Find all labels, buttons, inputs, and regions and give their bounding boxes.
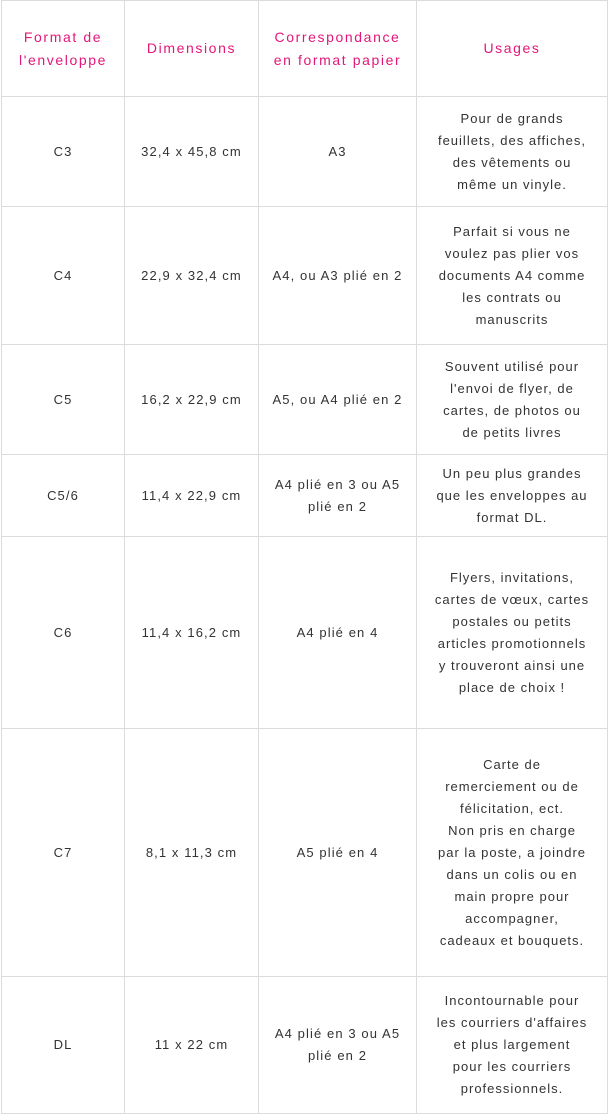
- cell-format: DL: [2, 977, 125, 1114]
- table-body: [2, 97, 608, 1114]
- cell-usage: Souvent utilisé pour l'envoi de flyer, de cartes, de photos ou de petits livres: [417, 345, 608, 455]
- cell-paper: A5 plié en 4: [259, 729, 417, 977]
- table-row: [2, 345, 608, 455]
- cell-usage: Incontournable pour les courriers d'affaires et plus largement pour les courriers professionnels.: [417, 977, 608, 1114]
- cell-dimensions: 8,1 x 11,3 cm: [125, 729, 259, 977]
- table-row: [2, 97, 608, 207]
- cell-paper: A3: [259, 97, 417, 207]
- envelope-formats-table: [1, 0, 608, 1114]
- cell-usage: Flyers, invitations, cartes de vœux, cartes postales ou petits articles promotionnels y trouveront ainsi une place de choix !: [417, 537, 608, 729]
- cell-format: C6: [2, 537, 125, 729]
- cell-dimensions: 22,9 x 32,4 cm: [125, 207, 259, 345]
- header-paper-format: Correspondance en format papier: [259, 1, 417, 97]
- cell-usage: Pour de grands feuillets, des affiches, des vêtements ou même un vinyle.: [417, 97, 608, 207]
- cell-paper: A4 plié en 4: [259, 537, 417, 729]
- cell-usage: Un peu plus grandes que les enveloppes au format DL.: [417, 455, 608, 537]
- cell-format: C5: [2, 345, 125, 455]
- cell-usage: Parfait si vous ne voulez pas plier vos documents A4 comme les contrats ou manuscrits: [417, 207, 608, 345]
- cell-dimensions: 11,4 x 22,9 cm: [125, 455, 259, 537]
- header-row: [2, 1, 608, 97]
- table-header: [2, 1, 608, 97]
- table-row: [2, 207, 608, 345]
- cell-dimensions: 11,4 x 16,2 cm: [125, 537, 259, 729]
- table-row: [2, 537, 608, 729]
- table-row: [2, 455, 608, 537]
- header-usages: Usages: [417, 1, 608, 97]
- table-row: [2, 977, 608, 1114]
- cell-format: C7: [2, 729, 125, 977]
- cell-dimensions: 11 x 22 cm: [125, 977, 259, 1114]
- cell-format: C5/6: [2, 455, 125, 537]
- cell-format: C3: [2, 97, 125, 207]
- cell-dimensions: 32,4 x 45,8 cm: [125, 97, 259, 207]
- cell-paper: A4 plié en 3 ou A5 plié en 2: [259, 455, 417, 537]
- cell-paper: A4 plié en 3 ou A5 plié en 2: [259, 977, 417, 1114]
- cell-usage: Carte de remerciement ou de félicitation, ect. Non pris en charge par la poste, a joindre dans un colis ou en main propre pour accompagner, cadeaux et bouquets.: [417, 729, 608, 977]
- cell-paper: A4, ou A3 plié en 2: [259, 207, 417, 345]
- cell-paper: A5, ou A4 plié en 2: [259, 345, 417, 455]
- header-dimensions: Dimensions: [125, 1, 259, 97]
- cell-dimensions: 16,2 x 22,9 cm: [125, 345, 259, 455]
- table-row: [2, 729, 608, 977]
- cell-format: C4: [2, 207, 125, 345]
- header-format: Format de l'enveloppe: [2, 1, 125, 97]
